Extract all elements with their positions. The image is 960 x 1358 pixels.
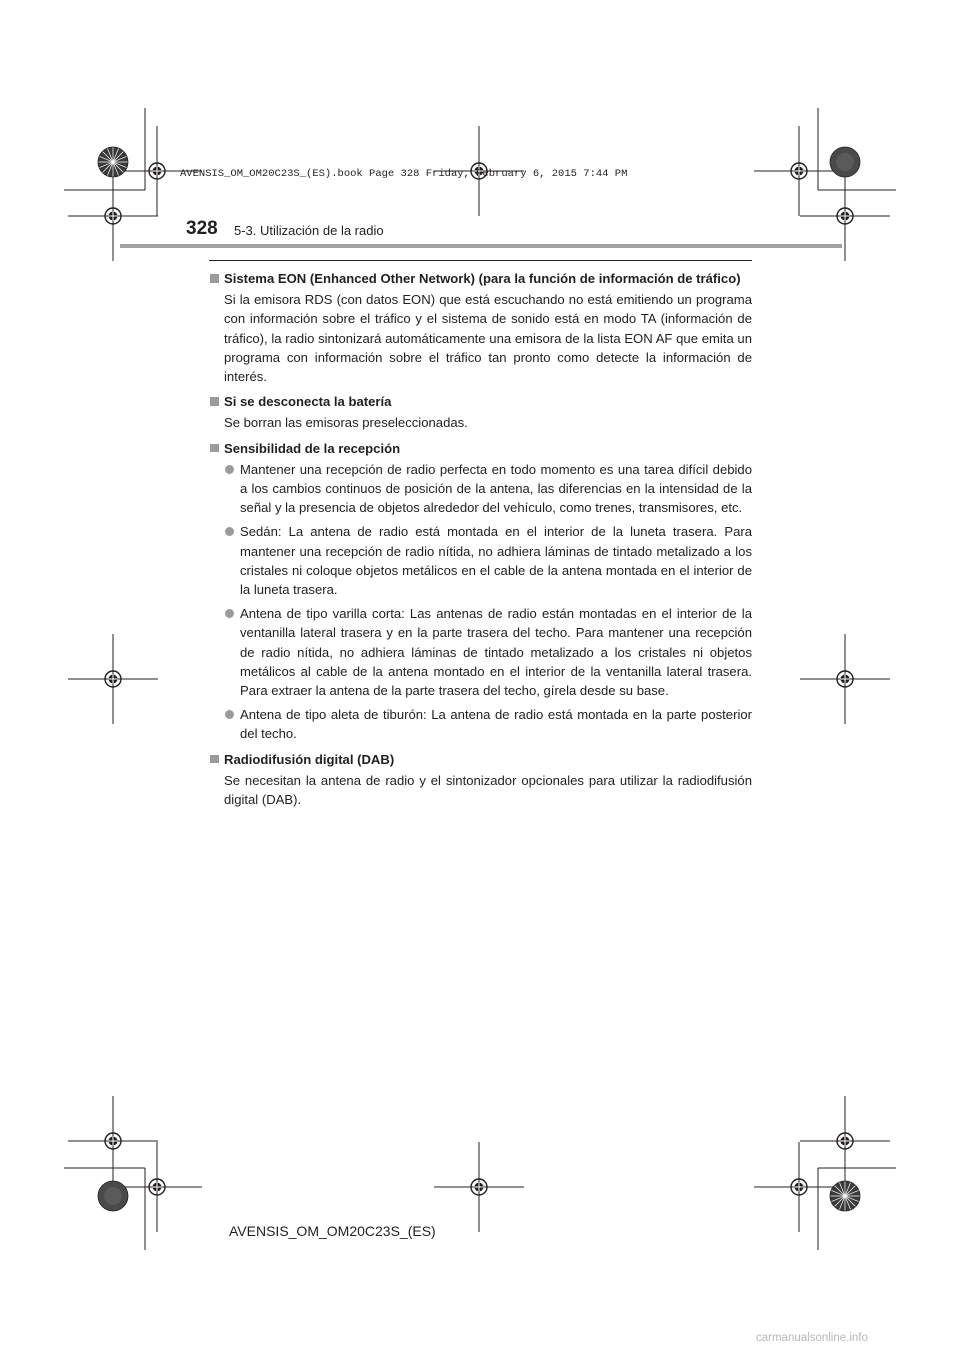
watermark: carmanualsonline.info [756,1332,868,1344]
heading-text: Radiodifusión digital (DAB) [224,751,395,767]
paragraph-eon: Si la emisora RDS (con datos EON) que está escuchando no está emitiendo un programa con información sobre el tráfico y el sistema de sonido está en modo TA (información de tráfico), la radio sintonizará automáticamente una emisora de la lista EON AF que emita un programa con información sobre el tráfico tan pronto como detecte la información de interés. [224,292,752,385]
list-item [209,604,752,700]
circle-bullet-icon [225,465,234,474]
circle-bullet-icon [225,527,234,536]
content-top-rule [209,260,752,261]
section-heading-battery [209,392,752,411]
square-bullet-icon [210,397,219,406]
square-bullet-icon [210,755,219,764]
list-item-text: Antena de tipo varilla corta: Las antenas de radio están montadas en el interior de la ventanilla lateral trasera y en la parte trasera del techo. Para mantener una recepción de radio nítida, no adhiera láminas de tintado metalizado a los cristales ni objetos metálicos al cable de la antena montado en el interior de la ventanilla lateral trasera. Para extraer la antena de la parte trasera del techo, gírela desde su base. [240,606,752,699]
section-heading-reception [209,439,752,458]
list-item-text: Antena de tipo aleta de tiburón: La antena de radio está montada en la parte posterior del techo. [240,707,752,742]
heading-text: Si se desconecta la batería [224,394,392,410]
heading-text: Sensibilidad de la recepción [224,440,401,456]
paragraph-battery: Se borran las emisoras preseleccionadas. [224,415,468,431]
page-content [209,266,752,809]
section-title: 5-3. Utilización de la radio [234,223,384,238]
header-rule [120,244,842,248]
list-item [209,705,752,743]
manual-code: AVENSIS_OM_OM20C23S_(ES) [229,1223,436,1239]
square-bullet-icon [210,444,219,453]
print-job-stamp: AVENSIS_OM_OM20C23S_(ES).book Page 328 Friday, February 6, 2015 7:44 PM [180,168,628,180]
list-item [209,522,752,599]
list-item-text: Mantener una recepción de radio perfecta en todo momento es una tarea difícil debido a los cambios continuos de posición de la antena, las diferencias en la intensidad de la señal y la presencia de objetos alrededor del vehículo, como trenes, transmisores, etc. [240,461,752,516]
section-heading-dab [209,750,752,769]
paragraph-dab: Se necesitan la antena de radio y el sintonizador opcionales para utilizar la radiodifusión digital (DAB). [224,772,752,808]
square-bullet-icon [210,274,219,283]
page-number: 328 [186,218,218,239]
circle-bullet-icon [225,710,234,719]
circle-bullet-icon [225,609,234,618]
list-item [209,460,752,518]
list-item-text: Sedán: La antena de radio está montada en el interior de la luneta trasera. Para mantener una recepción de radio nítida, no adhiera láminas de tintado metalizado a los cristales ni coloque objetos metálicos en el cable de la antena montada en el interior de la luneta trasera. [240,524,752,598]
heading-text: Sistema EON (Enhanced Other Network) (para la función de información de tráfico) [224,271,741,286]
section-heading-eon [209,269,752,288]
